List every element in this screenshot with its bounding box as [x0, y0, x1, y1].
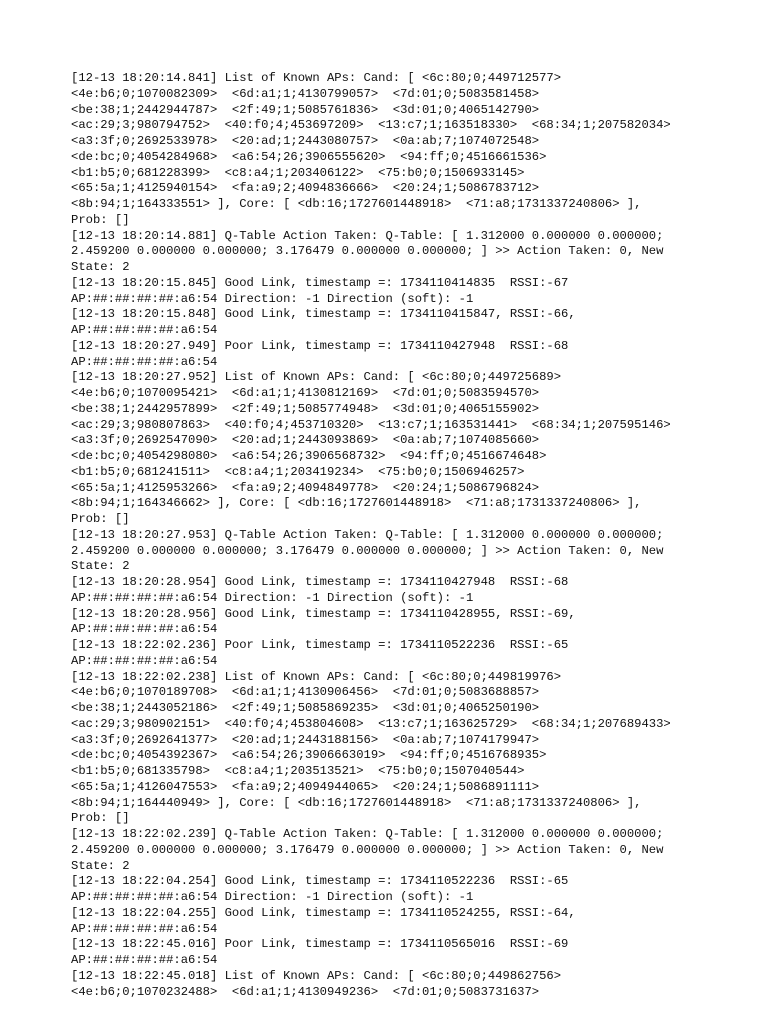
- log-line: [12-13 18:20:27.949] Poor Link, timestamp =: 1734110427948 RSSI:-68: [71, 338, 569, 353]
- log-line: [12-13 18:22:45.018] List of Known APs: Cand: [ <6c:80;0;449862756>: [71, 968, 562, 983]
- log-line: [12-13 18:22:02.236] Poor Link, timestamp =: 1734110522236 RSSI:-65: [71, 638, 569, 652]
- log-line: [12-13 18:20:14.881] Q-Table Action Taken: Q-Table: [ 1.312000 0.000000 0.000000;: [71, 228, 664, 243]
- log-line: <b1:b5;0;681335798> <c8:a4;1;203513521> <75:b0;0;1507040544>: [71, 764, 525, 778]
- log-line: <be:38;1;2442957899> <2f:49;1;5085774948> <3d:01;0;4065155902>: [71, 401, 540, 416]
- log-line: <8b:94;1;164440949> ], Core: [ <db:16;1727601448918> <71:a8;1731337240806> ],: [71, 795, 642, 810]
- log-line: AP:##:##:##:##:a6:54: [71, 323, 218, 337]
- log-line: AP:##:##:##:##:a6:54 Direction: -1 Direction (soft): -1: [71, 291, 474, 306]
- log-line: <de:bc;0;4054298080> <a6:54;26;3906568732> <94:ff;0;4516674648>: [71, 449, 547, 463]
- log-line: [12-13 18:22:04.255] Good Link, timestamp =: 1734110524255, RSSI:-64,: [71, 905, 576, 920]
- log-line: <a3:3f;0;2692641377> <20:ad;1;2443188156> <0a:ab;7;1074179947>: [71, 732, 540, 747]
- log-line: 2.459200 0.000000 0.000000; 3.176479 0.000000 0.000000; ] >> Action Taken: 0, New: [71, 842, 664, 857]
- log-line: Prob: []: [71, 512, 130, 526]
- log-line: [12-13 18:22:02.238] List of Known APs: Cand: [ <6c:80;0;449819976>: [71, 669, 562, 684]
- log-line: [12-13 18:22:04.254] Good Link, timestamp =: 1734110522236 RSSI:-65: [71, 874, 569, 889]
- log-line: <a3:3f;0;2692547090> <20:ad;1;2443093869> <0a:ab;7;1074085660>: [71, 433, 540, 448]
- log-line: <de:bc;0;4054284968> <a6:54;26;3906555620> <94:ff;0;4516661536>: [71, 149, 547, 164]
- log-line: <4e:b6;0;1070232488> <6d:a1;1;4130949236> <7d:01;0;5083731637>: [71, 984, 540, 999]
- log-line: State: 2: [71, 260, 130, 274]
- log-line: [12-13 18:20:15.845] Good Link, timestamp =: 1734110414835 RSSI:-67: [71, 275, 569, 290]
- log-line: [12-13 18:20:14.841] List of Known APs: Cand: [ <6c:80;0;449712577>: [71, 71, 562, 85]
- log-line: [12-13 18:20:27.953] Q-Table Action Taken: Q-Table: [ 1.312000 0.000000 0.000000;: [71, 527, 664, 542]
- log-line: <be:38;1;2443052186> <2f:49;1;5085869235> <3d:01;0;4065250190>: [71, 701, 540, 715]
- log-line: <65:5a;1;4126047553> <fa:a9;2;4094944065> <20:24;1;5086891111>: [71, 779, 540, 794]
- log-line: [12-13 18:20:28.956] Good Link, timestamp =: 1734110428955, RSSI:-69,: [71, 606, 576, 621]
- log-line: AP:##:##:##:##:a6:54: [71, 921, 218, 936]
- log-line: <65:5a;1;4125953266> <fa:a9;2;4094849778> <20:24;1;5086796824>: [71, 480, 540, 495]
- log-line: 2.459200 0.000000 0.000000; 3.176479 0.000000 0.000000; ] >> Action Taken: 0, New: [71, 244, 664, 259]
- log-line: <8b:94;1;164346662> ], Core: [ <db:16;1727601448918> <71:a8;1731337240806> ],: [71, 496, 642, 511]
- log-line: <4e:b6;0;1070189708> <6d:a1;1;4130906456> <7d:01;0;5083688857>: [71, 685, 540, 700]
- log-line: [12-13 18:20:28.954] Good Link, timestamp =: 1734110427948 RSSI:-68: [71, 575, 569, 589]
- log-line: AP:##:##:##:##:a6:54 Direction: -1 Direction (soft): -1: [71, 590, 474, 605]
- log-line: <4e:b6;0;1070082309> <6d:a1;1;4130799057> <7d:01;0;5083581458>: [71, 86, 540, 101]
- log-line: AP:##:##:##:##:a6:54 Direction: -1 Direction (soft): -1: [71, 890, 474, 904]
- log-line: AP:##:##:##:##:a6:54: [71, 953, 218, 967]
- log-line: <ac:29;3;980794752> <40:f0;4;453697209> <13:c7;1;163518330> <68:34;1;207582034>: [71, 118, 671, 133]
- log-line: Prob: []: [71, 212, 130, 227]
- log-line: [12-13 18:22:02.239] Q-Table Action Taken: Q-Table: [ 1.312000 0.000000 0.000000;: [71, 827, 664, 841]
- log-line: State: 2: [71, 559, 130, 574]
- log-line: AP:##:##:##:##:a6:54: [71, 622, 218, 637]
- log-line: <ac:29;3;980902151> <40:f0;4;453804608> <13:c7;1;163625729> <68:34;1;207689433>: [71, 716, 671, 731]
- log-line: [12-13 18:22:45.016] Poor Link, timestamp =: 1734110565016 RSSI:-69: [71, 937, 569, 952]
- log-line: <ac:29;3;980807863> <40:f0;4;453710320> <13:c7;1;163531441> <68:34;1;207595146>: [71, 417, 671, 432]
- log-line: AP:##:##:##:##:a6:54: [71, 354, 218, 369]
- log-line: <a3:3f;0;2692533978> <20:ad;1;2443080757> <0a:ab;7;1074072548>: [71, 134, 540, 148]
- log-line: <be:38;1;2442944787> <2f:49;1;5085761836> <3d:01;0;4065142790>: [71, 102, 540, 117]
- log-line: <b1:b5;0;681228399> <c8:a4;1;203406122> <75:b0;0;1506933145>: [71, 165, 525, 180]
- log-line: <8b:94;1;164333551> ], Core: [ <db:16;1727601448918> <71:a8;1731337240806> ],: [71, 197, 642, 211]
- log-line: 2.459200 0.000000 0.000000; 3.176479 0.000000 0.000000; ] >> Action Taken: 0, New: [71, 543, 664, 558]
- log-line: <65:5a;1;4125940154> <fa:a9;2;4094836666> <20:24;1;5086783712>: [71, 181, 540, 196]
- log-line: State: 2: [71, 858, 130, 873]
- log-line: AP:##:##:##:##:a6:54: [71, 653, 218, 668]
- log-line: [12-13 18:20:27.952] List of Known APs: Cand: [ <6c:80;0;449725689>: [71, 370, 562, 385]
- log-line: Prob: []: [71, 811, 130, 826]
- log-line: <4e:b6;0;1070095421> <6d:a1;1;4130812169> <7d:01;0;5083594570>: [71, 386, 540, 400]
- log-line: <b1:b5;0;681241511> <c8:a4;1;203419234> <75:b0;0;1506946257>: [71, 464, 525, 479]
- log-line: [12-13 18:20:15.848] Good Link, timestamp =: 1734110415847, RSSI:-66,: [71, 307, 576, 322]
- log-line: <de:bc;0;4054392367> <a6:54;26;3906663019> <94:ff;0;4516768935>: [71, 748, 547, 763]
- log-document: [71, 71, 711, 1000]
